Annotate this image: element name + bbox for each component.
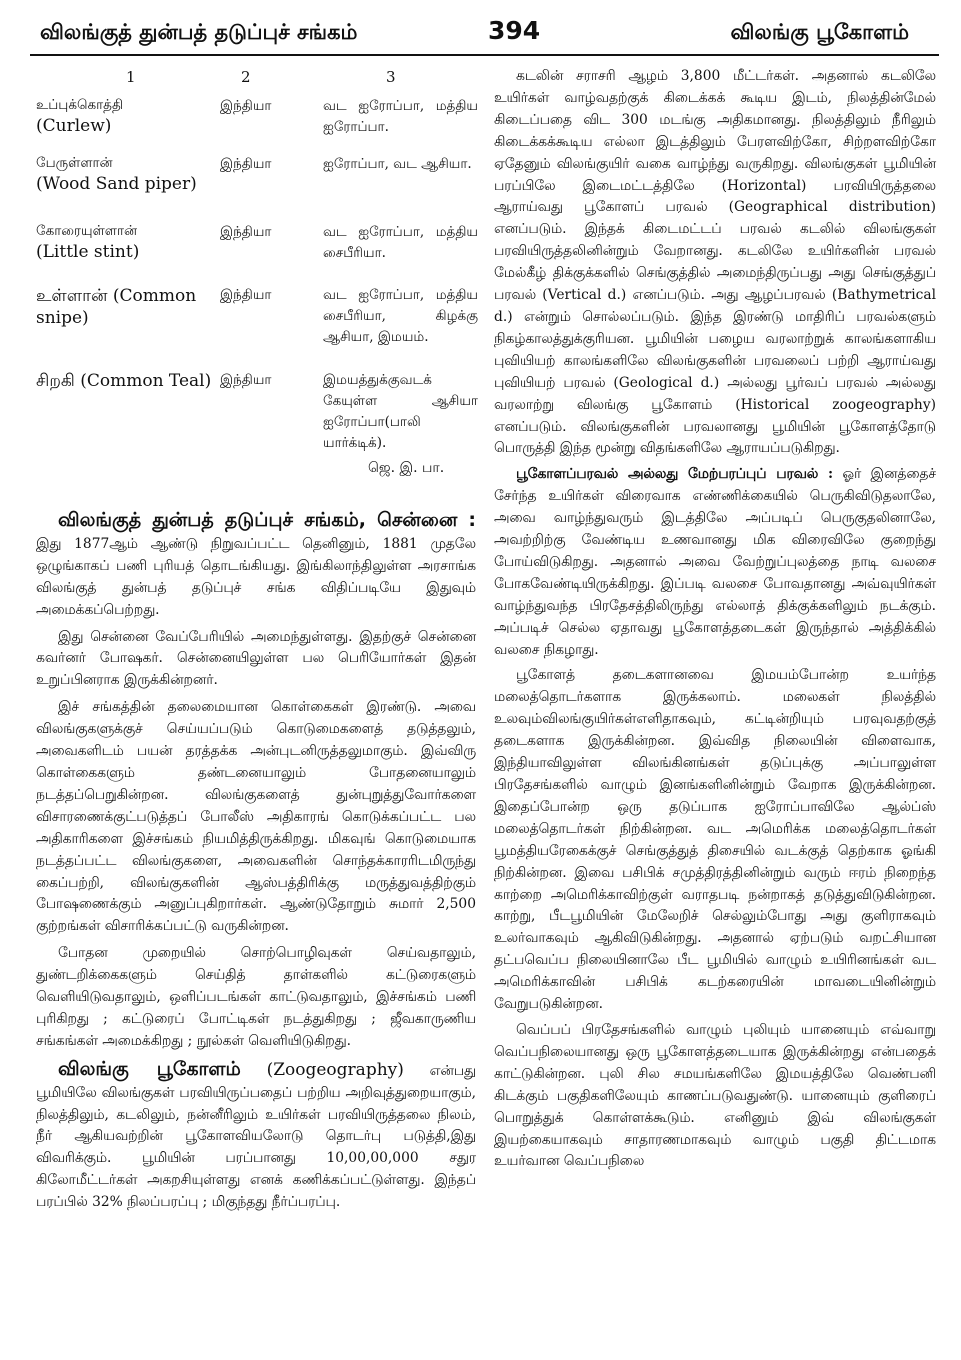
table-cell-country: இந்தியா bbox=[220, 224, 272, 240]
table-cell-country: இந்தியா bbox=[220, 287, 272, 303]
table-row bbox=[36, 285, 476, 370]
society-paragraph-2 bbox=[36, 627, 476, 693]
bird-name: உள்ளான் (Common snipe) bbox=[36, 286, 197, 328]
running-header bbox=[30, 12, 939, 60]
author-signature: ஜெ. இ. பா. bbox=[368, 460, 445, 476]
right-paragraph-2 bbox=[494, 464, 936, 661]
signature-row bbox=[36, 460, 476, 500]
table-cell-name bbox=[36, 222, 216, 263]
bird-name: கோரையுள்ளான் bbox=[36, 223, 138, 239]
right-paragraph-3 bbox=[494, 665, 936, 1016]
table-row bbox=[36, 154, 476, 222]
table-row bbox=[36, 222, 476, 285]
surface-distribution-heading: பூகோளப்பரவல் அல்லது மேற்பரப்புப் பரவல் : bbox=[516, 466, 834, 483]
bird-latin: (Little stint) bbox=[36, 242, 140, 262]
table-header bbox=[36, 66, 476, 96]
table-cell-name bbox=[36, 285, 216, 329]
column-header-3: 3 bbox=[386, 68, 396, 86]
right-paragraph-1 bbox=[494, 66, 936, 460]
table-cell-country: இந்தியா bbox=[220, 156, 272, 172]
header-left-title: விலங்குத் துன்பத் தடுப்புச் சங்கம் bbox=[40, 20, 358, 44]
bird-name: சிறகி (Common Teal) bbox=[36, 371, 212, 391]
table-cell-country: இந்தியா bbox=[220, 98, 272, 114]
bird-latin: (Curlew) bbox=[36, 116, 112, 136]
society-paragraph-1 bbox=[36, 510, 476, 622]
column-header-1: 1 bbox=[126, 68, 136, 86]
zoogeography-title: விலங்கு பூகோளம் bbox=[58, 1057, 241, 1080]
table-cell-range: இமயத்துக்குவடக் கேயுள்ள ஆசியா ஐரோப்பா(பாலி யார்க்டிக்). bbox=[323, 372, 478, 451]
society-paragraph-3 bbox=[36, 697, 476, 938]
society-text-1: இது 1877ஆம் ஆண்டு நிறுவப்பட்ட தெனினும், 1881 முதலே ஒழுங்காகப் பணி புரியத் தொடங்கியது. இங்கிலாந்திலுள்ள அரசாங்க விலங்குத் துன்பத் தடுப்புச் சங்க விதிப்படியே இதுவும் அமைக்கப்பெற்றது. bbox=[36, 535, 476, 618]
society-text-3: இச் சங்கத்தின் தலைமையான கொள்கைகள் இரண்டு. அவை விலங்குகளுக்குச் செய்யப்படும் கொடுமைகளைத் தடுத்தலும், அவைகளிடம் பயன் தரத்தக்க அன்புடனிருத்தலுமாகும். இவ்விரு கொள்கைகளும் தண்டனையாலும் போதனையாலும் நடத்தப்பெறுகின்றன. விலங்குகளைத் துன்புறுத்துவோர்களை விசாரணைக்குட்படுத்தப் போலீஸ் அதிகாரங் கொடுக்கப்பட்ட பல அதிகாரிகளை இச்சங்கம் நியமித்திருக்கிறது. மிகவுங் கொடுமையாக நடத்தப்பட்ட விலங்குகளை, அவைகளின் சொந்தக்காரரிடமிருந்து கைப்பற்றி, விலங்குகளின் ஆஸ்பத்திரிக்கு மருத்துவத்திற்கும் போஷணைக்கும் அனுப்புகிறார்கள். ஆண்டுதோறும் சுமார் 2,500 குற்றங்கள் விசாரிக்கப்பட்டு வருகின்றன. bbox=[36, 699, 476, 935]
table-cell-range: வட ஐரோப்பா, மத்திய சைபீரியா. bbox=[323, 224, 478, 261]
table-cell-range: ஐரோப்பா, வட ஆசியா. bbox=[323, 156, 472, 172]
right-paragraph-4 bbox=[494, 1020, 936, 1173]
zoogeography-paragraph bbox=[36, 1059, 476, 1214]
right-text-3: பூகோளத் தடைகளானவை இமயம்போன்ற உயர்ந்த மலைத்தொடர்களாக இருக்கலாம். மலைகள் நிலத்தில் உலவும்விலங்குயிர்கள்எளிதாகவும், கட்டின்றியும் பரவுவதற்குத் தடைகளாக இருக்கின்றன. இவ்வித நிலையின் விளைவாக, இந்தியாவிலுள்ள விலங்கினங்கள் தடுப்புக்கு அப்பாலுள்ள பிரதேசங்களில் வாழும் இனங்களினின்றும் வேறாக இருக்கின்றன. இதைப்போன்ற ஒரு தடுப்பாக ஐரோப்பாவிலே ஆல்ப்ஸ் மலைத்தொடர்கள் நிற்கின்றன. வட அமெரிக்க மலைத்தொடர்கள் பூமத்தியரேகைக்குச் செங்குத்துத் திசையில் வடக்குத் தெற்காக ஓங்கி நிற்கின்றன. இவை பசிபிக் சமுத்திரத்தினின்றும் வரும் ஈரம் நிறைந்த காற்றை அமெரிக்காவிற்குள் வராதபடி நன்றாகத் தடுத்துவிடுகின்றன. காற்று, பீடபூமியின் மேலேறிச் செல்லும்போது அது குளிராகவும் உலர்வாகவும் ஆகிவிடுகின்றது. அதனால் ஏற்படும் வறட்சியான தட்பவெப்ப நிலையினாலே பீட பூமியில் வாழும் உயிரினங்கள் வட அமெரிக்காவின் பசிபிக் கடற்கரையின் மாவடையினின்றும் வேறுபடுகின்றன. bbox=[494, 667, 936, 1013]
page-number: 394 bbox=[488, 16, 541, 45]
society-article bbox=[36, 510, 476, 1214]
column-header-2: 2 bbox=[241, 68, 251, 86]
right-text-2: ஓர் இனத்தைச் சேர்ந்த உயிர்கள் விரைவாக எண்ணிக்கையில் பெருகிவிடுதலாலே, அவை வாழ்ந்துவரும் இடத்திலே அப்படிப் பெருகுதலினாலே, அவற்றிற்கு வேண்டிய உணவானது மிக விரைவிலே குறைந்து போய்விடுகிறது. அதனால் அவை வேற்றுப்புலத்தை நாடி வலசை போகவேண்டியிருக்கிறது. இப்படி வலசை போவதானது அவ்வுயிர்கள் வாழ்ந்துவந்த பிரதேசத்திலிருந்து எல்லாத் திக்குக்களிலும் நடக்கும். அப்படிச் செல்ல ஏதாவது பூகோளத்தடைகள் இருந்தால் அத்திக்கில் வலசை நிகழாது. bbox=[494, 466, 937, 658]
right-text-1: கடலின் சராசரி ஆழம் 3,800 மீட்டர்கள். அதனால் கடலிலே உயிர்கள் வாழ்வதற்குக் கிடைக்கக் கூடிய இடம், நிலத்தின்மேல் கிடைப்பதை விட 300 மடங்கு அதிகமானது. நிலத்திலும் நீரிலும் கிடைக்கக்கூடிய எல்லா இடத்திலும் பேரளவிற்கோ, சிற்றளவிற்கோ ஏதேனும் விலங்குயிர் வகை வாழ்ந்து வருகிறது. விலங்குகள் பூமியின் பரப்பிலே இடைமட்டத்திலே (Horizontal) பரவியிருத்தலை ஆராய்வது பூகோளப் பரவல் (Geographical distribution) எனப்படும். இந்தக் கிடைமட்டப் பரவல் கடலில் விலங்குகள் பரவியிருத்தலினின்றும் வேறானது. கடலிலே உயிர்களின் பரவல் மேல்கீழ் திக்குக்களில் செங்குத்தில் அமைந்திருப்பது அது செங்குத்துப் பரவல் (Vertical d.) எனப்படும். அது ஆழப்பரவல் (Bathymetrical d.) என்றும் சொல்லப்படும். இந்த இரண்டு மாதிரிப் பரவல்களும் நிகழ்காலத்துக்குரியன. பூமியின் பழைய வரலாற்றுக் காலங்களாகிய புவியியற் காலங்களிலே விலங்குகளின் பரவலைப் பற்றி ஆராய்வது புவியியற் பரவல் (Geological d.) அல்லது பூர்வப் பரவல் அல்லது வரலாற்று விலங்கு பூகோளம் (Historical zoogeography) எனப்படும். விலங்குகளின் பரவலானது பூமியின் பூகோளத்தோடு பொருத்தி இந்த மூன்று விதங்களிலே ஆராயப்படுகிறது. bbox=[494, 68, 936, 457]
bird-name: பேருள்ளான் bbox=[36, 155, 113, 171]
zoogeography-text: என்பது பூமியிலே விலங்குகள் பரவியிருப்பதைப் பற்றிய அறிவுத்துறையாகும், நிலத்திலும், கடலிலும், நன்னீரிலும் உயிர்கள் பரவியிருத்தலை நிலம், நீர் ஆகியவற்றின் பூகோளவியலோடு தொடர்பு படுத்தி,இது விவரிக்கும். பூமியின் பரப்பானது 10,00,00,000 சதுர கிலோமீட்டர்கள் அகறசியுள்ளது எனக் கணிக்கப்பட்டுள்ளது. இந்தப் பரப்பில் 32% நிலப்பரப்பு ; மிகுந்தது நீர்ப்பரப்பு. bbox=[36, 1062, 477, 1211]
zoogeography-title-en: (Zoogeography) bbox=[266, 1059, 404, 1080]
table-cell-range: வட ஐரோப்பா, மத்திய ஐரோப்பா. bbox=[323, 98, 478, 135]
bird-name: உப்புக்கொத்தி bbox=[36, 97, 124, 113]
table-cell-country: இந்தியா bbox=[220, 372, 272, 388]
table-cell-range: வட ஐரோப்பா, மத்திய சைபீரியா, கிழக்கு ஆசியா, இமயம். bbox=[323, 287, 478, 345]
table-cell-name bbox=[36, 154, 216, 195]
left-column bbox=[36, 66, 478, 1211]
right-text-4: வெப்பப் பிரதேசங்களில் வாழும் புலியும் யானையும் எவ்வாறு வெப்பநிலையானது ஒரு பூகோளத்தடையாக இருக்கின்றது என்பதைக் காட்டுகின்றன. புலி சில சமயங்களிலே இமயத்திலே வெண்பனி கிடக்கும் பகுதிகளிலேயும் காணப்படுவதுண்டு. யானையும் குளிரைப் பொறுத்துக் கொள்ளக்கூடும். எனினும் இவ் விலங்குகள் இயற்கையாகவும் சாதாரணமாகவும் வாழும் பகுதி திட்டமாக உயர்வான வெப்பநிலை bbox=[494, 1021, 936, 1170]
header-rule bbox=[30, 54, 939, 56]
society-text-4: போதன முறையில் சொற்பொழிவுகள் செய்வதாலும், துண்டறிக்கைகளும் செய்தித் தாள்களில் கட்டுரைகளும் வெளியிடுவதாலும், ஒளிப்படங்கள் காட்டுவதாலும், இச்சங்கம் பணி புரிகிறது ; கட்டுரைப் போட்டிகள் நடத்துகிறது ; ஜீவகாருணிய சங்கங்கள் அமைக்கிறது ; நூல்கள் வெளியிடுகிறது. bbox=[36, 945, 476, 1049]
bird-latin: (Wood Sand piper) bbox=[36, 174, 197, 194]
header-right-title: விலங்கு பூகோளம் bbox=[730, 20, 909, 44]
table-row bbox=[36, 370, 476, 460]
society-title: விலங்குத் துன்பத் தடுப்புச் சங்கம், சென்னை : bbox=[58, 509, 476, 531]
society-text-2: இது சென்னை வேப்பேரியில் அமைந்துள்ளது. இதற்குச் சென்னை கவர்னர் போஷகர். சென்னையிலுள்ள பல பெரியோர்கள் இதன் உறுப்பினராக இருக்கின்றனர். bbox=[36, 628, 476, 689]
table-cell-name bbox=[36, 96, 216, 137]
table-cell-name bbox=[36, 370, 216, 392]
table-row bbox=[36, 96, 476, 154]
society-paragraph-4 bbox=[36, 943, 476, 1053]
right-column bbox=[494, 66, 936, 1173]
